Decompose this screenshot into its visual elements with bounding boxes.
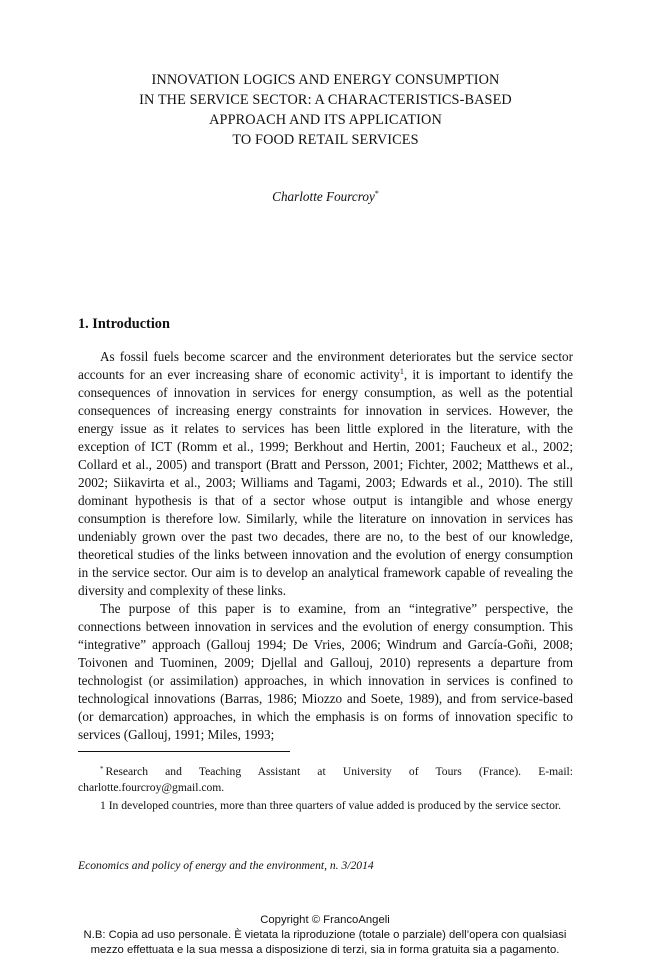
- copyright-notice: [0, 913, 650, 958]
- copyright-line: mezzo effettuata e la sua messa a disposizione di terzi, sia in forma gratuita sia a pagamento.: [90, 944, 560, 956]
- copyright-line: N.B: Copia ad uso personale. È vietata la riproduzione (totale o parziale) dell’opera con qualsiasi: [83, 929, 567, 941]
- title-line: IN THE SERVICE SECTOR: A CHARACTERISTICS-BASED: [139, 92, 512, 108]
- author-footnote-mark: *: [374, 189, 379, 198]
- title-line: TO FOOD RETAIL SERVICES: [232, 132, 419, 148]
- footnote-divider: [78, 751, 290, 752]
- footnote: 1 In developed countries, more than three quarters of value added is produced by the service sector.: [100, 799, 562, 812]
- paragraph: The purpose of this paper is to examine, from an “integrative” perspective, the connections between innovation in services and the evolution of energy consumption. This “integrative” approach (Gallouj 1994; De Vries, 2006; Windrum and García-Goñi, 2008; Toivonen and Tuominen, 2009; Djellal and Gallouj, 2010) represents a departure from technologist (or assimilation) approaches, in which innovation in services is confined to technological innovations (Barras, 1986; Miozzo and Soete, 1989), and from service-based (or demarcation) approaches, in which the emphasis is on forms of innovation specific to services (Gallouj, 1991; Miles, 1993;: [78, 601, 573, 742]
- footnote: [78, 764, 573, 796]
- paragraph-text: , it is important to identify the consequences of innovation in services for energy consumption, as well as the potential consequences of increasing energy constraints for innovation in services. However, the energy issue as it relates to services has been little explored in the literature, with the exception of ICT (Romm et al., 1999; Berkhout and Hertin, 2001; Faucheux et al., 2002; Collard et al., 2005) and transport (Bratt and Persson, 2001; Fichter, 2002; Matthews et al., 2002; Siikavirta et al., 2003; Williams and Tagami, 2003; Edwards et al., 2010). The still dominant hypothesis is that of a sector whose output is intangible and whose energy consumption is therefore low. Similarly, while the literature on innovation in services has undeniably grown over the past two decades, there are no, to the best of our knowledge, theoretical studies of the links between innovation and the evolution of energy consumption in the service sector. Our aim is to develop an analytical framework capable of revealing the diversity and complexity of these links.: [78, 367, 573, 598]
- footnote-reference: 1: [399, 367, 404, 376]
- paper-title: [78, 70, 573, 150]
- title-line: INNOVATION LOGICS AND ENERGY CONSUMPTION: [151, 72, 500, 88]
- footnote-mark: *: [100, 765, 104, 773]
- footnotes: [78, 764, 573, 816]
- copyright-line: Copyright © FrancoAngeli: [260, 914, 390, 926]
- paragraph: [78, 348, 573, 600]
- section-heading: 1. Introduction: [78, 316, 170, 332]
- paragraph-text: As fossil fuels become scarcer and the environment deteriorates but the service sector accounts for an ever increasing share of economic activity: [78, 349, 573, 382]
- author-name: Charlotte Fourcroy: [272, 189, 375, 204]
- author-line: [78, 188, 573, 206]
- journal-citation: Economics and policy of energy and the environment, n. 3/2014: [78, 859, 374, 872]
- body-text: [78, 348, 573, 744]
- title-line: APPROACH AND ITS APPLICATION: [209, 112, 442, 128]
- footnote-text: Research and Teaching Assistant at University of Tours (France). E-mail: charlotte.fourcroy@gmail.com.: [78, 765, 573, 794]
